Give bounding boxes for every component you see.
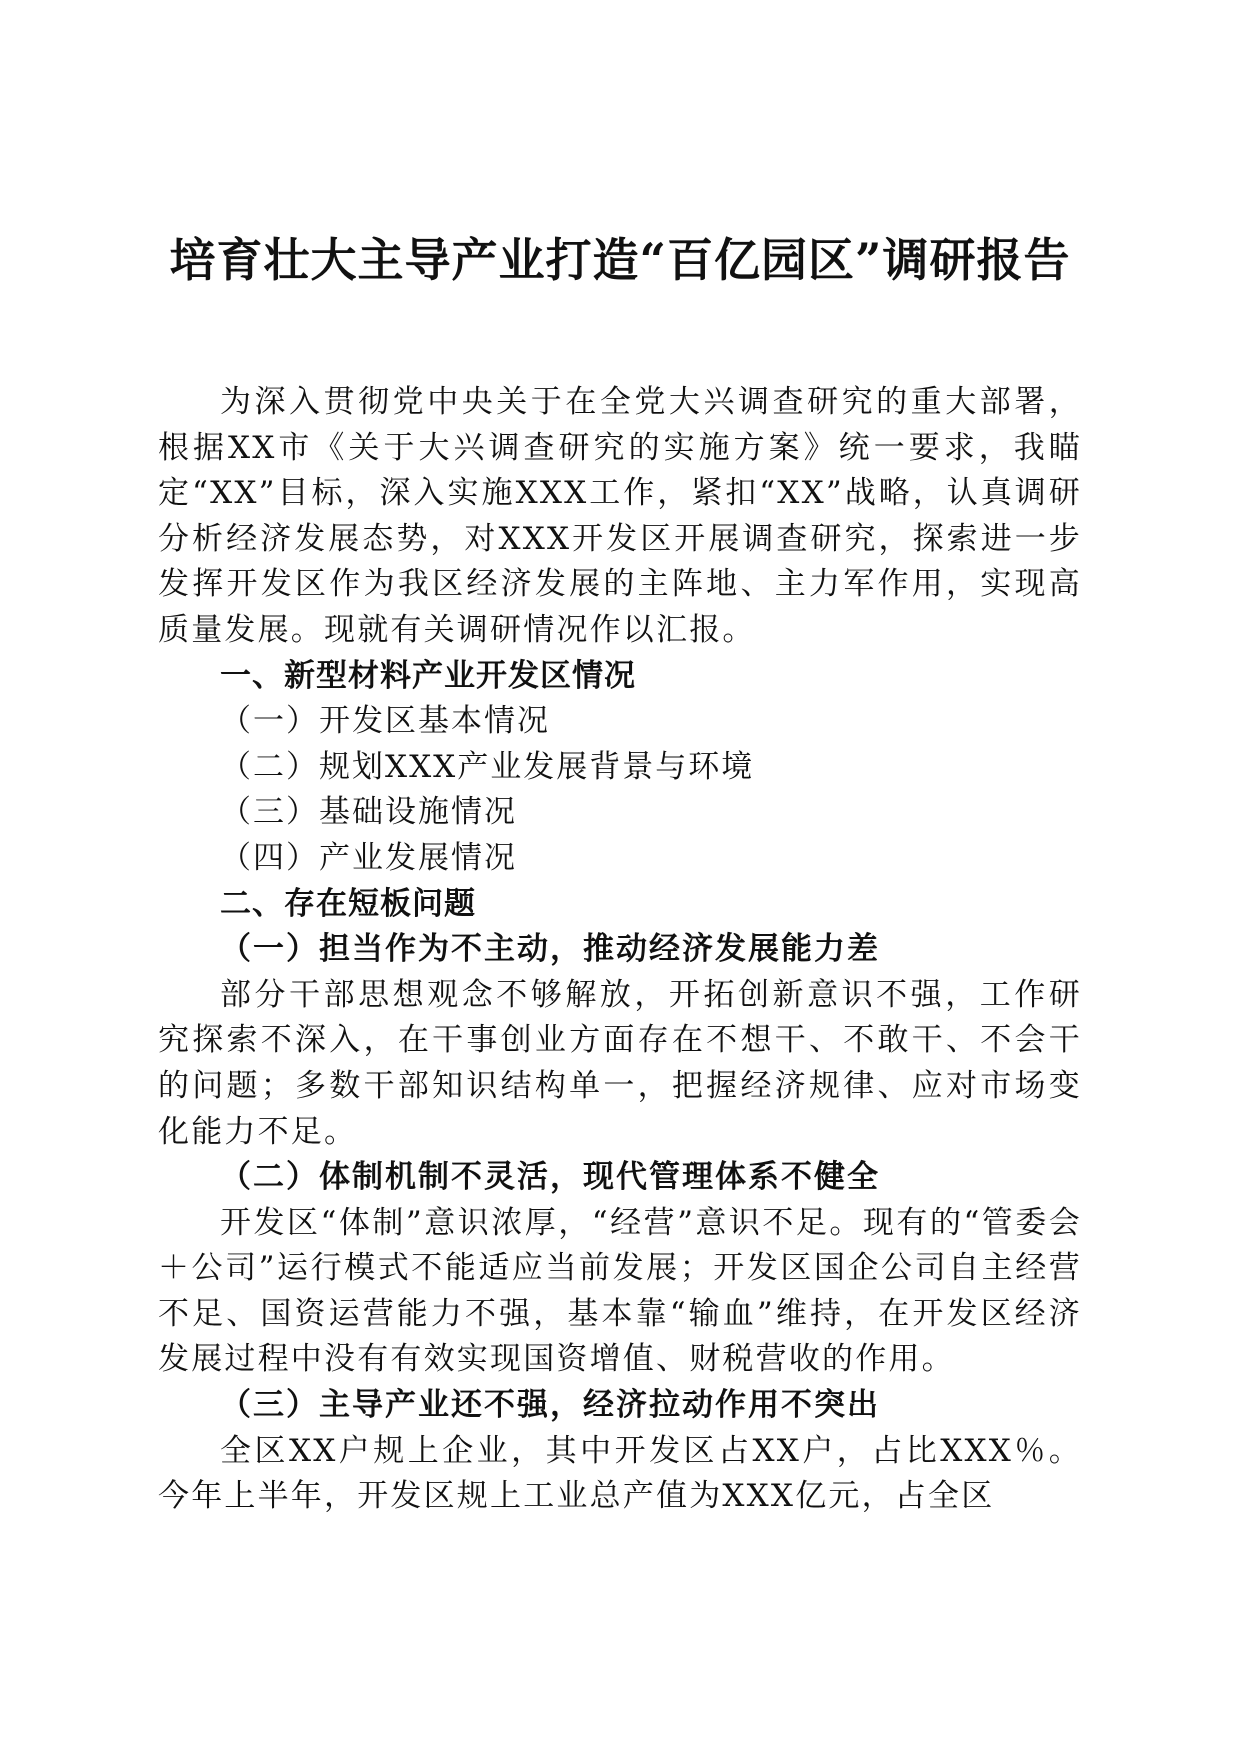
section-1-item-2: （二）规划XXX产业发展背景与环境 xyxy=(220,748,755,785)
section-2-sub-3-heading: （三）主导产业还不强，经济拉动作用不突出 xyxy=(220,1387,880,1424)
intro-paragraph: 为深入贯彻党中央关于在全党大兴调查研究的重大部署，根据XX市《关于大兴调查研究的实施方案》统一要求，我瞄定“XX”目标，深入实施XXX工作，紧扣“XX”战略，认真调研分析经济发展态势，对XXX开发区开展调查研究，探索进一步发挥开发区作为我区经济发展的主阵地、主力军作用，实现高质量发展。现就有关调研情况作以汇报。 xyxy=(158,384,1082,648)
section-1-heading: 一、新型材料产业开发区情况 xyxy=(220,657,636,694)
document-title: 培育壮大主导产业打造“百亿园区”调研报告 xyxy=(169,233,1071,287)
section-2-sub-2-heading: （二）体制机制不灵活，现代管理体系不健全 xyxy=(220,1159,880,1196)
section-1-item-3: （三）基础设施情况 xyxy=(220,794,517,831)
section-1-item-4: （四）产业发展情况 xyxy=(220,839,517,876)
document-body xyxy=(158,380,1082,1520)
section-2-heading: 二、存在短板问题 xyxy=(220,885,476,922)
section-2-sub-3-text: 全区XX户规上企业，其中开发区占XX户，占比XXX％。今年上半年，开发区规上工业总产值为XXX亿元，占全区 xyxy=(158,1432,1082,1515)
section-2-sub-1-heading: （一）担当作为不主动，推动经济发展能力差 xyxy=(220,931,880,968)
section-1-item-1: （一）开发区基本情况 xyxy=(220,703,550,740)
section-2-sub-1-text: 部分干部思想观念不够解放，开拓创新意识不强，工作研究探索不深入，在干事创业方面存在不想干、不敢干、不会干的问题；多数干部知识结构单一，把握经济规律、应对市场变化能力不足。 xyxy=(158,976,1082,1150)
section-2-sub-2-text: 开发区“体制”意识浓厚，“经营”意识不足。现有的“管委会＋公司”运行模式不能适应当前发展；开发区国企公司自主经营不足、国资运营能力不强，基本靠“输血”维持，在开发区经济发展过程中没有有效实现国资增值、财税营收的作用。 xyxy=(158,1204,1082,1378)
